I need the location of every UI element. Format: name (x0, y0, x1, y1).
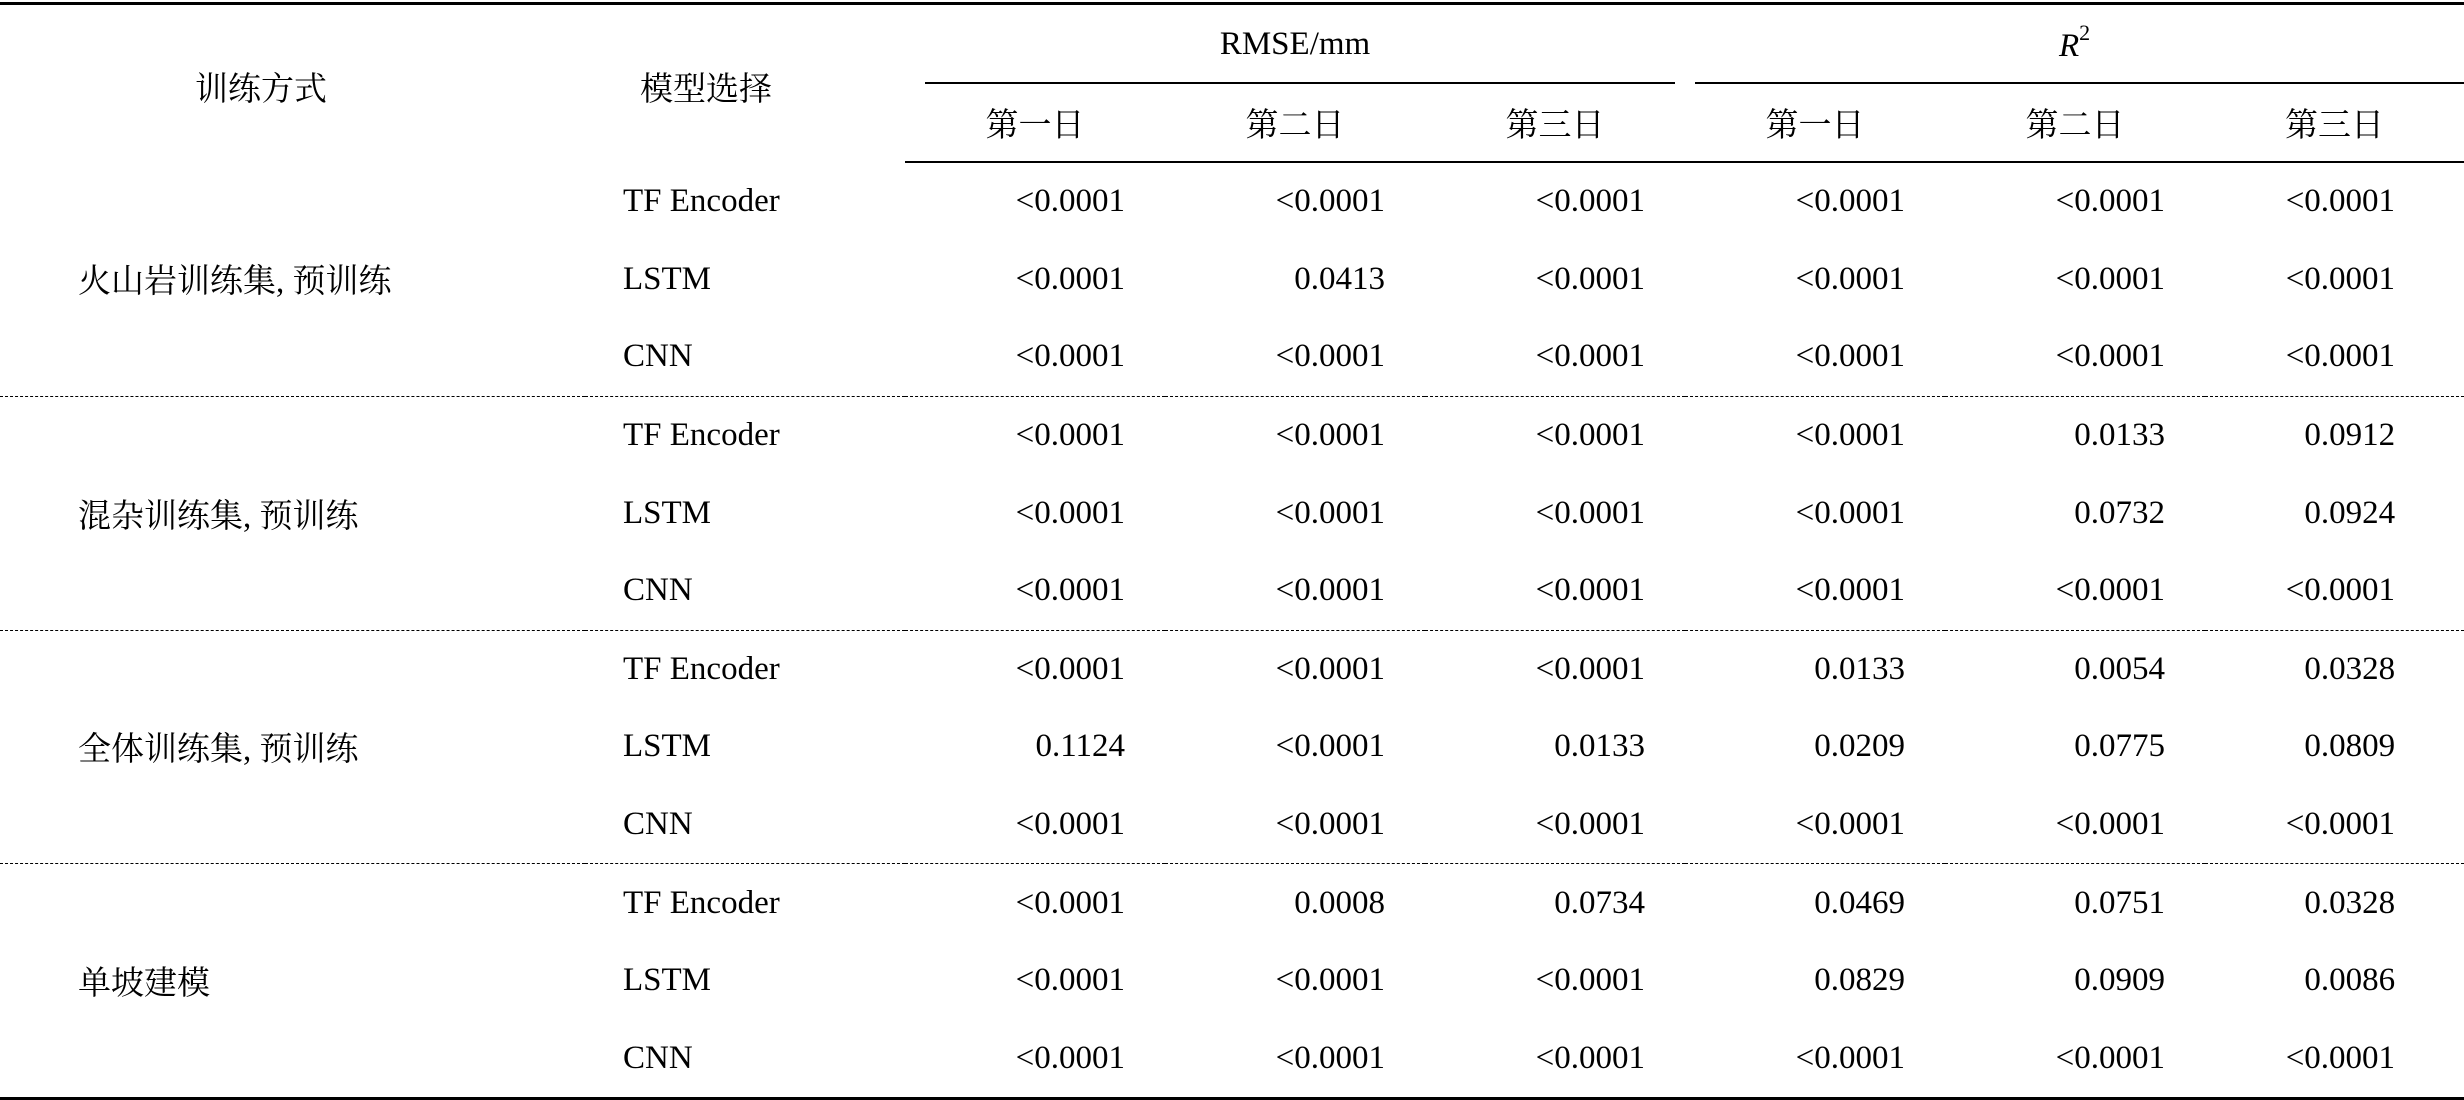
rmse-value-cell: <0.0001 (1015, 962, 1125, 999)
r2-value-cell: 0.0829 (1814, 962, 1906, 999)
rmse-value-cell: <0.0001 (1275, 728, 1385, 765)
r2-label: $R^2$ (2058, 19, 2091, 64)
day-header-rmse-3: 第三日 (1425, 83, 1685, 162)
r2-value-cell: <0.0001 (2285, 572, 2396, 609)
r2-value-cell: 0.0328 (2205, 630, 2464, 708)
r2-value-cell: <0.0001 (2055, 260, 2166, 297)
rmse-value-cell: <0.0001 (1275, 494, 1385, 531)
model-column-header: 模型选择 (640, 71, 772, 108)
day-header-rmse-1: 第一日 (905, 83, 1165, 162)
rmse-value-cell: <0.0001 (1535, 494, 1646, 531)
r2-value-cell: 0.0133 (1685, 630, 1945, 708)
rmse-value-cell: <0.0001 (1275, 806, 1385, 843)
model-name-cell: TF Encoder (585, 396, 905, 474)
rmse-value-cell: <0.0001 (1275, 338, 1385, 375)
rmse-group-header (905, 4, 1685, 84)
r2-value-cell: 0.0133 (1945, 396, 2205, 474)
training-method-cell: 单坡建模 (0, 864, 585, 1099)
rmse-value-cell: <0.0001 (1535, 260, 1646, 297)
rmse-value-cell: <0.0001 (1275, 1039, 1385, 1076)
rmse-value-cell: 0.1124 (1035, 728, 1125, 765)
rmse-value-cell: <0.0001 (1015, 338, 1125, 375)
r2-value-cell: <0.0001 (2055, 338, 2166, 375)
r2-value-cell: <0.0001 (2285, 183, 2396, 220)
r2-value-cell: <0.0001 (1795, 806, 1906, 843)
rmse-value-cell: <0.0001 (1275, 183, 1385, 220)
table-row (0, 396, 2464, 474)
rmse-value-cell: <0.0001 (1535, 806, 1646, 843)
r2-value-cell: 0.0924 (2304, 494, 2396, 531)
table-row (0, 630, 2464, 708)
r2-value-cell: <0.0001 (1795, 183, 1906, 220)
training-method-cell: 混杂训练集, 预训练 (0, 396, 585, 630)
r2-value-cell: <0.0001 (2055, 806, 2166, 843)
model-name-cell: CNN (623, 806, 693, 843)
r2-value-cell: <0.0001 (2285, 1039, 2396, 1076)
model-name-cell: CNN (623, 338, 693, 375)
r2-value-cell: 0.0328 (2205, 864, 2464, 942)
rmse-value-cell: 0.0008 (1165, 864, 1425, 942)
rmse-value-cell: <0.0001 (1015, 494, 1125, 531)
model-name-cell: LSTM (623, 260, 712, 297)
rmse-value-cell: 0.0413 (1294, 260, 1385, 297)
rmse-value-cell: <0.0001 (1015, 183, 1125, 220)
rmse-value-cell: <0.0001 (1425, 396, 1685, 474)
r2-value-cell: <0.0001 (2055, 183, 2166, 220)
rmse-value-cell: <0.0001 (1165, 396, 1425, 474)
day-header-r2-3: 第三日 (2205, 83, 2464, 162)
r2-value-cell: <0.0001 (1795, 494, 1906, 531)
rmse-value-cell: <0.0001 (905, 396, 1165, 474)
day-header-r2-1: 第一日 (1685, 83, 1945, 162)
method-column-header: 训练方式 (195, 71, 327, 108)
rmse-value-cell: <0.0001 (1015, 260, 1125, 297)
r2-value-cell: <0.0001 (1795, 338, 1906, 375)
model-name-cell: CNN (623, 1039, 693, 1076)
rmse-label: RMSE/mm (1219, 25, 1371, 62)
r2-value-cell: <0.0001 (2055, 572, 2166, 609)
r2-value-cell: <0.0001 (2285, 260, 2396, 297)
model-name-cell: TF Encoder (623, 182, 780, 219)
rmse-value-cell: <0.0001 (1535, 572, 1646, 609)
rmse-value-cell: <0.0001 (905, 864, 1165, 942)
r2-value-cell: <0.0001 (1795, 260, 1906, 297)
r2-value-cell: 0.0086 (2304, 962, 2396, 999)
rmse-value-cell: <0.0001 (1425, 630, 1685, 708)
model-name-cell: LSTM (623, 728, 712, 765)
results-table (0, 2, 2464, 1100)
r2-value-cell: <0.0001 (1795, 1039, 1906, 1076)
r2-value-cell: 0.0054 (1945, 630, 2205, 708)
rmse-value-cell: <0.0001 (905, 630, 1165, 708)
table-row (0, 162, 2464, 241)
day-header-r2-2: 第二日 (1945, 83, 2205, 162)
rmse-value-cell: <0.0001 (1535, 183, 1646, 220)
rmse-value-cell: <0.0001 (1535, 338, 1646, 375)
day-header-rmse-2: 第二日 (1165, 83, 1425, 162)
r2-value-cell: 0.0909 (2074, 962, 2166, 999)
table-row (0, 864, 2464, 942)
r2-value-cell: <0.0001 (1795, 572, 1906, 609)
r2-value-cell: 0.0209 (1814, 728, 1906, 765)
r2-value-cell: <0.0001 (2285, 806, 2396, 843)
rmse-value-cell: <0.0001 (1535, 962, 1646, 999)
model-name-cell: TF Encoder (585, 864, 905, 942)
rmse-value-cell: <0.0001 (1015, 572, 1125, 609)
r2-value-cell: <0.0001 (2055, 1039, 2166, 1076)
rmse-value-cell: <0.0001 (1015, 1039, 1125, 1076)
training-method-cell: 火山岩训练集, 预训练 (78, 264, 392, 301)
r2-value-cell: <0.0001 (2285, 338, 2396, 375)
rmse-value-cell: <0.0001 (1165, 630, 1425, 708)
model-name-cell: TF Encoder (585, 630, 905, 708)
table-body (0, 162, 2464, 1099)
rmse-value-cell: 0.0734 (1425, 864, 1685, 942)
r2-value-cell: 0.0469 (1685, 864, 1945, 942)
rmse-value-cell: 0.0133 (1554, 728, 1646, 765)
model-name-cell: LSTM (623, 494, 712, 531)
model-name-cell: LSTM (623, 962, 712, 999)
r2-group-rule (1695, 82, 2464, 84)
model-name-cell: CNN (623, 572, 693, 609)
rmse-group-rule (925, 82, 1675, 84)
rmse-value-cell: <0.0001 (1275, 572, 1385, 609)
r2-value-cell: 0.0912 (2205, 396, 2464, 474)
r2-value-cell: 0.0775 (2074, 728, 2166, 765)
r2-value-cell: 0.0809 (2304, 728, 2396, 765)
rmse-value-cell: <0.0001 (1015, 806, 1125, 843)
r2-value-cell: <0.0001 (1685, 396, 1945, 474)
rmse-value-cell: <0.0001 (1535, 1039, 1646, 1076)
r2-value-cell: 0.0751 (1945, 864, 2205, 942)
r2-value-cell: 0.0732 (2074, 494, 2166, 531)
rmse-value-cell: <0.0001 (1275, 962, 1385, 999)
r2-group-header (1685, 4, 2464, 84)
table-header (0, 4, 2464, 163)
training-method-cell: 全体训练集, 预训练 (0, 630, 585, 864)
